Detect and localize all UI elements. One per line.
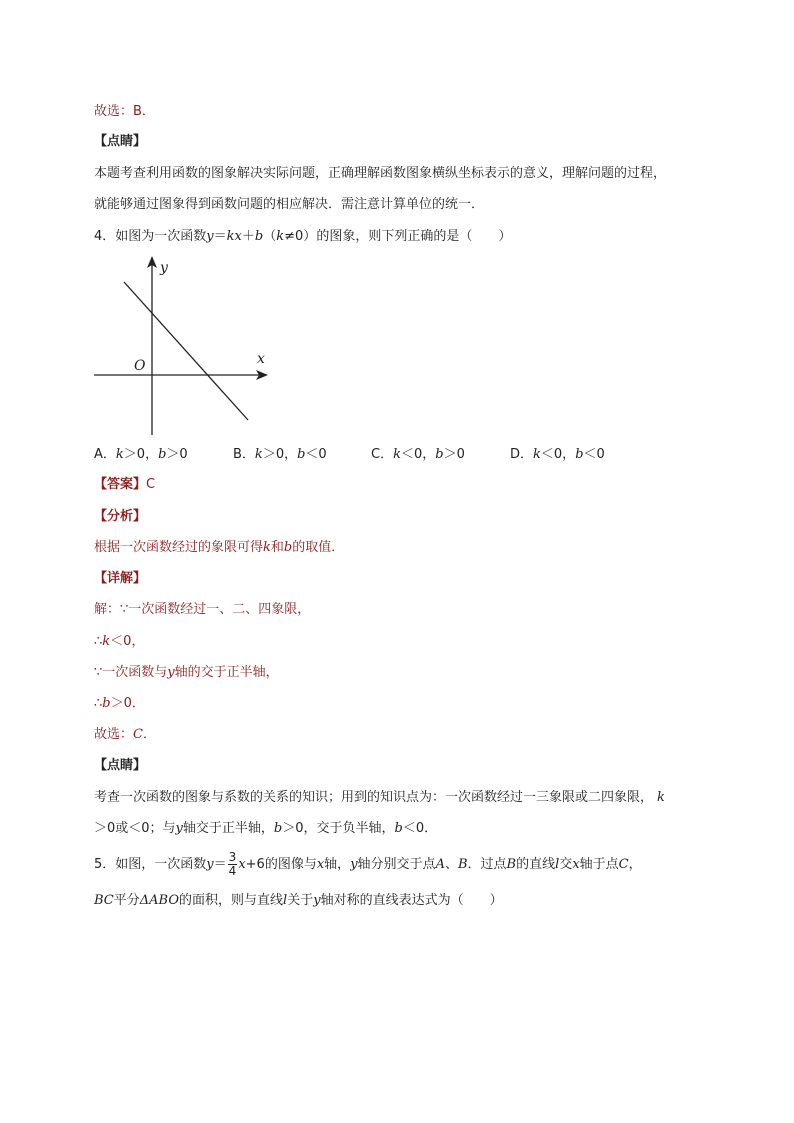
comment-text: ＞0，交于负半轴， bbox=[282, 821, 395, 836]
var-b: b bbox=[394, 821, 403, 836]
line-l: l bbox=[283, 893, 288, 908]
stem-text-end: 的图象，则下列正确的是（ ） bbox=[316, 229, 512, 244]
var-y: y bbox=[206, 857, 214, 872]
stem-text: 的面积，则与直线 bbox=[179, 893, 284, 908]
choose-value: C bbox=[133, 727, 143, 742]
comment-text: 轴交于正半轴， bbox=[182, 821, 274, 836]
var-k: k bbox=[102, 634, 111, 649]
point-b: B bbox=[506, 857, 517, 872]
therefore-symbol: ∴ bbox=[94, 634, 103, 649]
analysis-heading: 【分析】 bbox=[94, 509, 147, 524]
stem-text: 轴， bbox=[324, 857, 351, 872]
function-line bbox=[124, 282, 248, 420]
option-b-relation: ＜0 bbox=[583, 447, 605, 462]
choose-text: 故选： bbox=[94, 727, 134, 742]
point-c: C bbox=[618, 857, 629, 872]
stem-text: 的直线 bbox=[516, 857, 556, 872]
option-b: b bbox=[297, 447, 306, 462]
answer-heading: 【答案】 bbox=[94, 477, 147, 492]
fraction bbox=[228, 851, 238, 878]
stem-text: ．过点 bbox=[467, 857, 507, 872]
option-letter: A． bbox=[94, 447, 116, 462]
equals-sign: ＝ bbox=[213, 857, 227, 872]
option-a bbox=[94, 443, 188, 462]
analysis-text-mid: 和 bbox=[270, 540, 284, 555]
choose-line bbox=[94, 726, 156, 744]
option-k: k bbox=[115, 447, 124, 462]
detail-line-3 bbox=[94, 664, 279, 682]
detail-line-1: 解：∵一次函数经过一、二、四象限， bbox=[94, 602, 311, 617]
previous-answer: 故选：B． bbox=[94, 104, 155, 119]
var-x: x bbox=[316, 857, 325, 872]
point-a: A bbox=[435, 857, 445, 872]
comment-line-2-q4 bbox=[94, 820, 437, 838]
comment-text: 考查一次函数的图象与系数的关系的知识；用到的知识点为：一次函数经过一三象限或二四象限， bbox=[94, 790, 654, 805]
option-k-relation: ＞0， bbox=[262, 447, 298, 462]
question-number: 5． bbox=[94, 857, 116, 872]
comment-heading-q4: 【点睛】 bbox=[94, 758, 147, 773]
option-d bbox=[510, 443, 605, 462]
origin-label: O bbox=[134, 358, 146, 374]
triangle-abo: ΔABO bbox=[139, 893, 179, 908]
plus-sign: ＋ bbox=[241, 229, 255, 244]
var-y: y bbox=[206, 229, 214, 244]
var-x: x bbox=[572, 857, 580, 872]
stem-text: 关于 bbox=[287, 893, 314, 908]
analysis-text-end: 的取值． bbox=[292, 540, 345, 555]
option-k-relation: ＜0， bbox=[540, 447, 576, 462]
equals-sign: ＝ bbox=[213, 229, 227, 244]
option-k-relation: ＜0， bbox=[400, 447, 436, 462]
comment-text: ＞0或＜0；与 bbox=[94, 821, 176, 836]
var-b: b bbox=[254, 229, 264, 244]
stem-text: 平分 bbox=[113, 893, 140, 908]
var-kx: kx bbox=[226, 229, 242, 244]
var-b: b bbox=[102, 696, 111, 711]
stem-text: 如图，一次函数 bbox=[115, 857, 207, 872]
option-b: b bbox=[158, 447, 167, 462]
question-5-stem bbox=[94, 851, 642, 879]
stem-text-end: 轴对称的直线表达式为（ ） bbox=[320, 893, 503, 908]
stem-text: 轴分别交于点 bbox=[357, 857, 436, 872]
stem-text: 交 bbox=[559, 857, 573, 872]
relation: ＜0， bbox=[110, 634, 145, 649]
var-y: y bbox=[167, 665, 175, 680]
choose-end: ． bbox=[142, 727, 156, 742]
var-b: b bbox=[273, 821, 283, 836]
comment-line-2: 就能够通过图象得到函数问题的相应解决．需注意计算单位的统一． bbox=[94, 197, 485, 212]
option-letter: C． bbox=[371, 447, 394, 462]
equation-rest: +6的图像与 bbox=[245, 857, 317, 872]
answer-line bbox=[94, 476, 155, 494]
option-k: k bbox=[254, 447, 263, 462]
detail-heading: 【详解】 bbox=[94, 571, 147, 586]
option-b: b bbox=[435, 447, 444, 462]
detail-text-end: 轴的交于正半轴， bbox=[174, 665, 279, 680]
answer-value: C bbox=[146, 477, 156, 492]
comment-text: ＜0． bbox=[402, 821, 438, 836]
var-y: y bbox=[350, 857, 358, 872]
relation: ＞0． bbox=[110, 696, 145, 711]
option-b-relation: ＞0 bbox=[443, 447, 465, 462]
question-4-stem bbox=[94, 228, 511, 246]
stem-text: 轴于点 bbox=[579, 857, 619, 872]
segment-bc: BC bbox=[94, 893, 114, 908]
option-b: b bbox=[575, 447, 584, 462]
option-b bbox=[233, 443, 327, 462]
option-k-relation: ＞0， bbox=[123, 447, 159, 462]
point-b: B bbox=[457, 857, 468, 872]
option-b-relation: ＜0 bbox=[305, 447, 327, 462]
option-b-relation: ＞0 bbox=[166, 447, 188, 462]
question-5-stem-line-2 bbox=[94, 892, 503, 910]
comment-line-1: 本题考查利用函数的图象解决实际问题，正确理解函数图象横纵坐标表示的意义，理解问题的过程， bbox=[94, 166, 667, 181]
comment-heading: 【点睛】 bbox=[94, 134, 147, 149]
separator: 、 bbox=[444, 857, 458, 872]
therefore-symbol: ∴ bbox=[94, 696, 103, 711]
fraction-denominator: 4 bbox=[228, 864, 237, 878]
var-y: y bbox=[175, 821, 183, 836]
question-number: 4． bbox=[94, 229, 116, 244]
var-k: k bbox=[657, 790, 665, 805]
option-k: k bbox=[533, 447, 541, 462]
fraction-numerator: 3 bbox=[228, 850, 237, 864]
line-l: l bbox=[555, 857, 560, 872]
function-graph bbox=[90, 255, 275, 440]
cond-ne-zero: ≠0） bbox=[284, 229, 317, 244]
var-y: y bbox=[313, 893, 321, 908]
option-letter: D． bbox=[510, 447, 534, 462]
var-x: x bbox=[238, 857, 246, 872]
x-axis-label: x bbox=[257, 351, 265, 367]
var-k: k bbox=[263, 540, 271, 555]
stem-text: 如图为一次函数 bbox=[115, 229, 207, 244]
option-letter: B． bbox=[233, 447, 255, 462]
comment-line-1-q4 bbox=[94, 789, 665, 807]
detail-line-2 bbox=[94, 633, 144, 651]
var-k: k bbox=[276, 229, 285, 244]
detail-text: ∵一次函数与 bbox=[94, 665, 168, 680]
analysis-text bbox=[94, 539, 344, 557]
option-k: k bbox=[393, 447, 401, 462]
option-c bbox=[371, 443, 465, 462]
cond-open: （ bbox=[263, 229, 277, 244]
y-axis-label: y bbox=[160, 260, 168, 276]
stem-text: ， bbox=[628, 857, 642, 872]
var-b: b bbox=[283, 540, 293, 555]
analysis-text-a: 根据一次函数经过的象限可得 bbox=[94, 540, 264, 555]
detail-line-4 bbox=[94, 695, 145, 713]
